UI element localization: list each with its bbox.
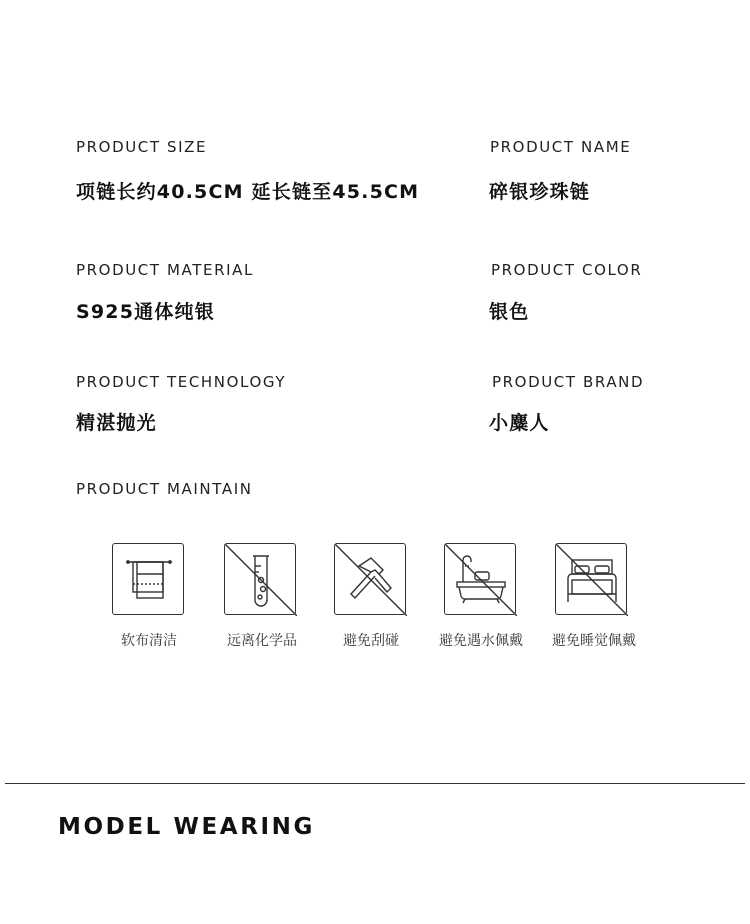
spec-material-label: PRODUCT MATERIAL [76, 261, 254, 279]
bathtub-prohibited-icon [444, 543, 516, 615]
section-divider [5, 783, 745, 784]
bed-prohibited-icon [555, 543, 627, 615]
spec-brand-value: 小麋人 [489, 412, 550, 434]
caption-soft-cloth: 软布清洁 [121, 633, 177, 649]
spec-color-value: 银色 [489, 301, 530, 323]
caption-sleep: 避免睡觉佩戴 [552, 633, 636, 649]
spec-technology-label: PRODUCT TECHNOLOGY [76, 373, 287, 391]
caption-water: 避免遇水佩戴 [439, 633, 523, 649]
spec-name-label: PRODUCT NAME [490, 138, 632, 156]
towel-icon [112, 543, 184, 615]
spec-brand-label: PRODUCT BRAND [492, 373, 645, 391]
spec-size-value: 项链长约40.5CM 延长链至45.5CM [76, 181, 420, 203]
spec-color-label: PRODUCT COLOR [491, 261, 643, 279]
hammer-prohibited-icon [334, 543, 406, 615]
caption-scratch: 避免刮碰 [343, 633, 399, 649]
spec-material-value: S925通体纯银 [76, 301, 215, 323]
test-tube-prohibited-icon [224, 543, 296, 615]
spec-size-label: PRODUCT SIZE [76, 138, 208, 156]
maintain-label: PRODUCT MAINTAIN [76, 480, 253, 498]
model-wearing-heading: MODEL WEARING [58, 814, 315, 840]
spec-name-value: 碎银珍珠链 [489, 181, 591, 203]
spec-technology-value: 精湛抛光 [76, 412, 157, 434]
caption-chemicals: 远离化学品 [227, 633, 297, 649]
